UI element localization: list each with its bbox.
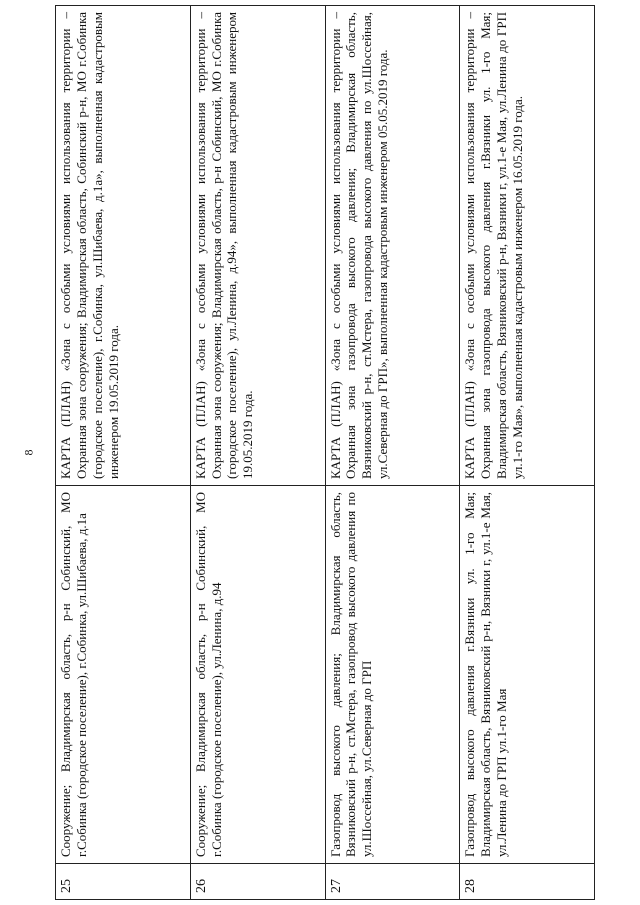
table-row [460, 6, 595, 900]
table-row [190, 6, 325, 900]
object-description: Газопровод высокого давления; Владимирская область, Вязниковский р-н, ст.Мстера, газопровод высокого давления по ул.Шоссейная, ул.Северная до ГРП [325, 486, 460, 864]
row-number: 26 [190, 864, 325, 900]
object-description: Газопровод высокого давления г.Вязники ул. 1-го Мая; Владимирская область, Вязниковский р-н, Вязники г, ул.1-е Мая, ул.Ленина до ГРП ул.1-го Мая [460, 486, 595, 864]
zones-table [55, 5, 595, 900]
map-description: КАРТА (ПЛАН) «Зона с особыми условиями использования территории – Охранная зона сооружения; Владимирская область, Собинский р-н, МО г.Собинка (городское поселение), г.Собинка, ул.Шибаева, д.1а», выполненная кадастровым инженером 19.05.2019 года. [56, 6, 191, 486]
table-row [325, 6, 460, 900]
map-description: КАРТА (ПЛАН) «Зона с особыми условиями использования территории – Охранная зона газопровода высокого давления; Владимирская область, Вязниковский р-н, ст.Мстера, газопровода высокого давления по ул.Шоссейная, ул.Северная до ГРП», выполненная кадастровым инженером 05.05.2019 года. [325, 6, 460, 486]
page-number: 8 [21, 449, 36, 456]
rotated-table-page [55, 5, 595, 900]
object-description: Сооружение; Владимирская область, р-н Собинский, МО г.Собинка (городское поселение), ул.Ленина, д.94 [190, 486, 325, 864]
row-number: 25 [56, 864, 191, 900]
row-number: 27 [325, 864, 460, 900]
table-row [56, 6, 191, 900]
row-number: 28 [460, 864, 595, 900]
map-description: КАРТА (ПЛАН) «Зона с особыми условиями использования территории – Охранная зона газопровода высокого давления г.Вязники ул. 1-го Мая; Владимирская область, Вязниковский р-н, Вязники г, ул.1-е Мая, ул.Ленина до ГРП ул.1-го Мая», выполненная кадастровым инженером 16.05.2019 года. [460, 6, 595, 486]
object-description: Сооружение; Владимирская область, р-н Собинский, МО г.Собинка (городское поселение), г.Собинка, ул.Шибаева, д.1а [56, 486, 191, 864]
map-description: КАРТА (ПЛАН) «Зона с особыми условиями использования территории – Охранная зона сооружения; Владимирская область, р-н Собинский, МО г.Собинка (городское поселение), ул.Ленина, д.94», выполненная кадастровым инженером 19.05.2019 года. [190, 6, 325, 486]
